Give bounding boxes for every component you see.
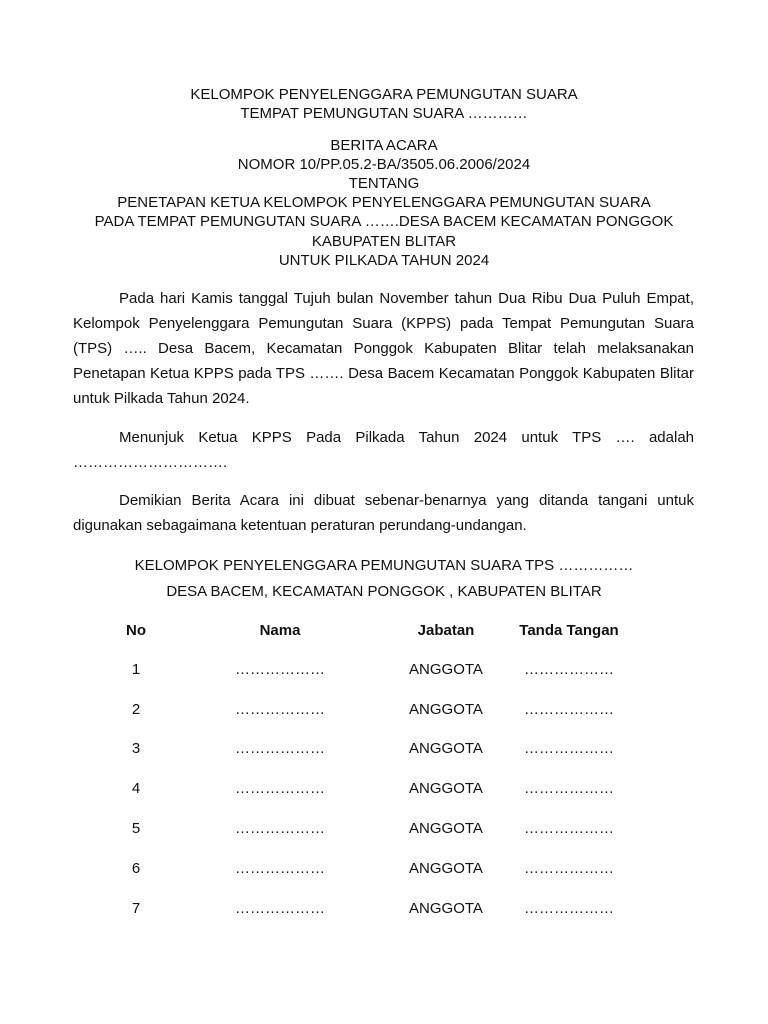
row-no: 2	[131, 701, 141, 718]
doc-subject-line-1: PENETAPAN KETUA KELOMPOK PENYELENGGARA PEMUNGUTAN SUARA	[117, 194, 651, 211]
row-tanda-tangan: ………………	[524, 740, 614, 757]
table-row	[0, 899, 768, 919]
column-header-tanda-tangan: Tanda Tangan	[519, 622, 619, 639]
row-no: 3	[131, 740, 141, 757]
paragraph-1-text: Pada hari Kamis tanggal Tujuh bulan November tahun Dua Ribu Dua Puluh Empat, Kelompok Penyelenggara Pemungutan Suara (KPPS) pada Tempat Pemungutan Suara (TPS) ….. Desa Bacem, Kecamatan Ponggok Kabupaten Blitar telah melaksanakan Penetapan Ketua KPPS pada TPS ……. Desa Bacem Kecamatan Ponggok Kabupaten Blitar untuk Pilkada Tahun 2024.	[73, 290, 694, 407]
row-tanda-tangan: ………………	[524, 860, 614, 877]
row-tanda-tangan: ………………	[524, 820, 614, 837]
row-jabatan: ANGGOTA	[409, 780, 483, 797]
table-row	[0, 819, 768, 839]
row-jabatan: ANGGOTA	[409, 860, 483, 877]
paragraph-2	[73, 425, 694, 475]
row-tanda-tangan: ………………	[524, 661, 614, 678]
row-nama: ………………	[235, 900, 325, 917]
column-header-no: No	[126, 622, 146, 639]
paragraph-3-text: Demikian Berita Acara ini dibuat sebenar-benarnya yang ditanda tangani untuk digunakan sebagaimana ketentuan peraturan perundang-undangan.	[73, 492, 694, 534]
paragraph-3	[73, 488, 694, 538]
header-line-1: KELOMPOK PENYELENGGARA PEMUNGUTAN SUARA	[190, 86, 578, 103]
doc-number: NOMOR 10/PP.05.2-BA/3505.06.2006/2024	[237, 156, 531, 173]
paragraph-1	[73, 286, 694, 411]
doc-subject-line-4: UNTUK PILKADA TAHUN 2024	[278, 252, 490, 269]
row-nama: ………………	[235, 740, 325, 757]
column-header-nama: Nama	[259, 622, 301, 639]
row-no: 1	[131, 661, 141, 678]
table-row	[0, 859, 768, 879]
doc-title: BERITA ACARA	[330, 137, 438, 154]
paragraph-2-text: Menunjuk Ketua KPPS Pada Pilkada Tahun 2024 untuk TPS …. adalah ………………………….	[73, 429, 694, 471]
row-jabatan: ANGGOTA	[409, 900, 483, 917]
table-row	[0, 739, 768, 759]
row-jabatan: ANGGOTA	[409, 820, 483, 837]
doc-subject-line-2: PADA TEMPAT PEMUNGUTAN SUARA …….DESA BACEM KECAMATAN PONGGOK	[94, 213, 674, 230]
table-row	[0, 779, 768, 799]
row-no: 6	[131, 860, 141, 877]
row-jabatan: ANGGOTA	[409, 701, 483, 718]
row-no: 5	[131, 820, 141, 837]
header-line-2: TEMPAT PEMUNGUTAN SUARA …………	[240, 105, 528, 122]
doc-subject-line-3: KABUPATEN BLITAR	[311, 233, 457, 250]
row-tanda-tangan: ………………	[524, 701, 614, 718]
signature-title-line-1: KELOMPOK PENYELENGGARA PEMUNGUTAN SUARA TPS ……………	[134, 557, 634, 574]
row-nama: ………………	[235, 860, 325, 877]
table-header	[0, 621, 768, 641]
row-jabatan: ANGGOTA	[409, 740, 483, 757]
row-nama: ………………	[235, 661, 325, 678]
row-no: 7	[131, 900, 141, 917]
row-tanda-tangan: ………………	[524, 780, 614, 797]
table-row	[0, 660, 768, 680]
table-row	[0, 700, 768, 720]
row-jabatan: ANGGOTA	[409, 661, 483, 678]
signature-title-line-2: DESA BACEM, KECAMATAN PONGGOK , KABUPATEN BLITAR	[166, 583, 602, 600]
row-nama: ………………	[235, 701, 325, 718]
row-no: 4	[131, 780, 141, 797]
row-nama: ………………	[235, 780, 325, 797]
row-tanda-tangan: ………………	[524, 900, 614, 917]
row-nama: ………………	[235, 820, 325, 837]
column-header-jabatan: Jabatan	[417, 622, 475, 639]
doc-tentang: TENTANG	[348, 175, 420, 192]
